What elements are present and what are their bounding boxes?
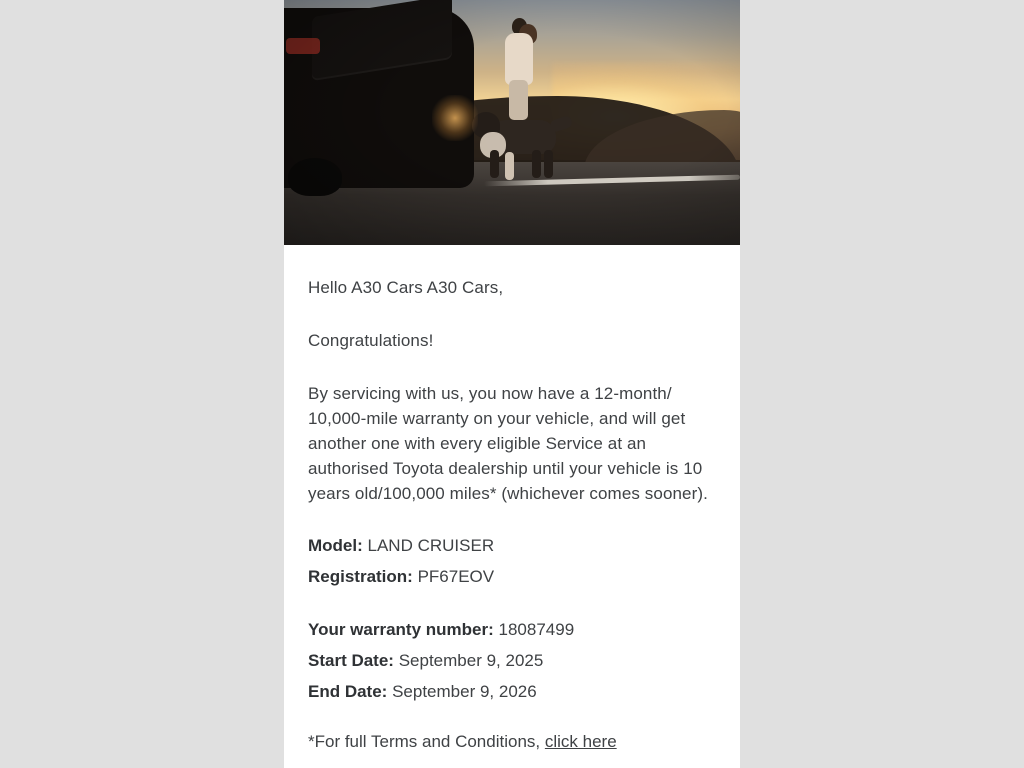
vehicle-details [308, 530, 716, 592]
detail-value: 18087499 [498, 620, 575, 639]
headline-text: Congratulations! [308, 331, 434, 350]
detail-value: September 9, 2025 [398, 651, 544, 670]
dog-leg [490, 150, 499, 178]
detail-row-end-date [308, 676, 716, 707]
detail-value: LAND CRUISER [367, 536, 495, 555]
detail-row-registration [308, 561, 716, 592]
body-paragraph: By servicing with us, you now have a 12-month/ 10,000-mile warranty on your vehicle, and will get another one with every eligible Service at an authorised Toyota dealership until your vehicle is 10 years old/100,000 miles* (whichever comes sooner). [308, 384, 708, 503]
lens-flare [432, 95, 478, 141]
car-wheel [288, 158, 342, 196]
dog-leg [544, 150, 553, 178]
warranty-details [308, 614, 716, 707]
greeting-text: Hello A30 Cars A30 Cars, [308, 278, 504, 297]
dog-silhouette [472, 110, 568, 182]
tail-light [286, 38, 320, 54]
dog-leg [532, 150, 541, 178]
detail-value: PF67EOV [417, 567, 495, 586]
hero-image [284, 0, 740, 245]
detail-value: September 9, 2026 [392, 682, 537, 701]
detail-label: Model: [308, 536, 363, 555]
person-silhouette [502, 18, 536, 118]
terms-line [308, 729, 716, 755]
detail-label: Start Date: [308, 651, 394, 670]
person-torso [505, 33, 533, 85]
detail-label: Registration: [308, 567, 413, 586]
email-card [284, 0, 740, 768]
open-tailgate [312, 0, 452, 79]
terms-link[interactable]: click here [544, 732, 617, 751]
detail-label: End Date: [308, 682, 388, 701]
detail-row-start-date [308, 645, 716, 676]
email-body [284, 245, 740, 765]
detail-row-warranty-number [308, 614, 716, 645]
terms-text: *For full Terms and Conditions, [308, 732, 545, 751]
detail-label: Your warranty number: [308, 620, 494, 639]
dog-leg [505, 152, 514, 180]
detail-row-model [308, 530, 716, 561]
